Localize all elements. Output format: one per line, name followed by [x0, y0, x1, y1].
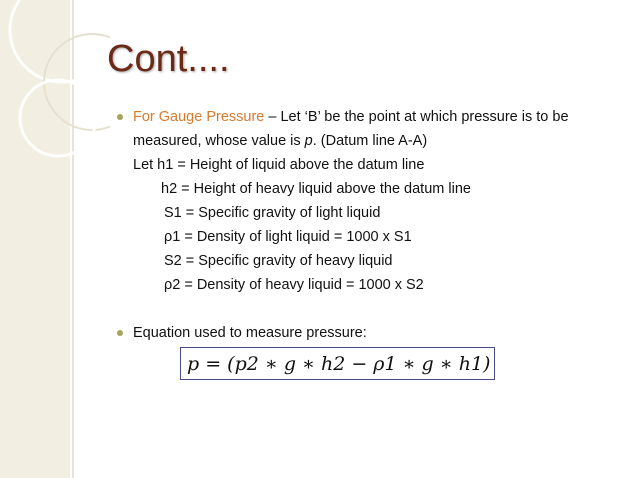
bullet-icon — [117, 330, 123, 336]
definition-h2: h2 = Height of heavy liquid above the datum line — [161, 181, 471, 197]
definition-h1: Let h1 = Height of liquid above the datum line — [133, 157, 425, 173]
pressure-equation: p = (p2 ∗ g ∗ h2 − ρ1 ∗ g ∗ h1) — [180, 347, 495, 380]
slide-content — [117, 105, 622, 345]
bullet-text-part1: – Let ‘B’ be the point at which pressure is to be measured, whose value is — [133, 109, 569, 149]
definition-s1: S1 = Specific gravity of light liquid — [164, 205, 381, 221]
bullet-text-part2: . (Datum line A-A) — [312, 133, 428, 149]
bullet-gauge-pressure — [117, 105, 622, 153]
bullet-equation — [117, 321, 622, 345]
definition-rho2: ρ2 = Density of heavy liquid = 1000 x S2 — [164, 277, 424, 293]
slide-title: Cont.... — [107, 38, 230, 80]
decorative-circles — [0, 0, 110, 478]
definition-s2: S2 = Specific gravity of heavy liquid — [164, 253, 393, 269]
gauge-pressure-label: For Gauge Pressure — [133, 109, 265, 125]
bullet-icon — [117, 114, 123, 120]
spacer — [117, 297, 622, 321]
definition-rho1: ρ1 = Density of light liquid = 1000 x S1 — [164, 229, 412, 245]
equation-intro-text: Equation used to measure pressure: — [133, 325, 367, 341]
bullet-text — [133, 105, 622, 153]
pressure-variable: p — [304, 133, 313, 149]
